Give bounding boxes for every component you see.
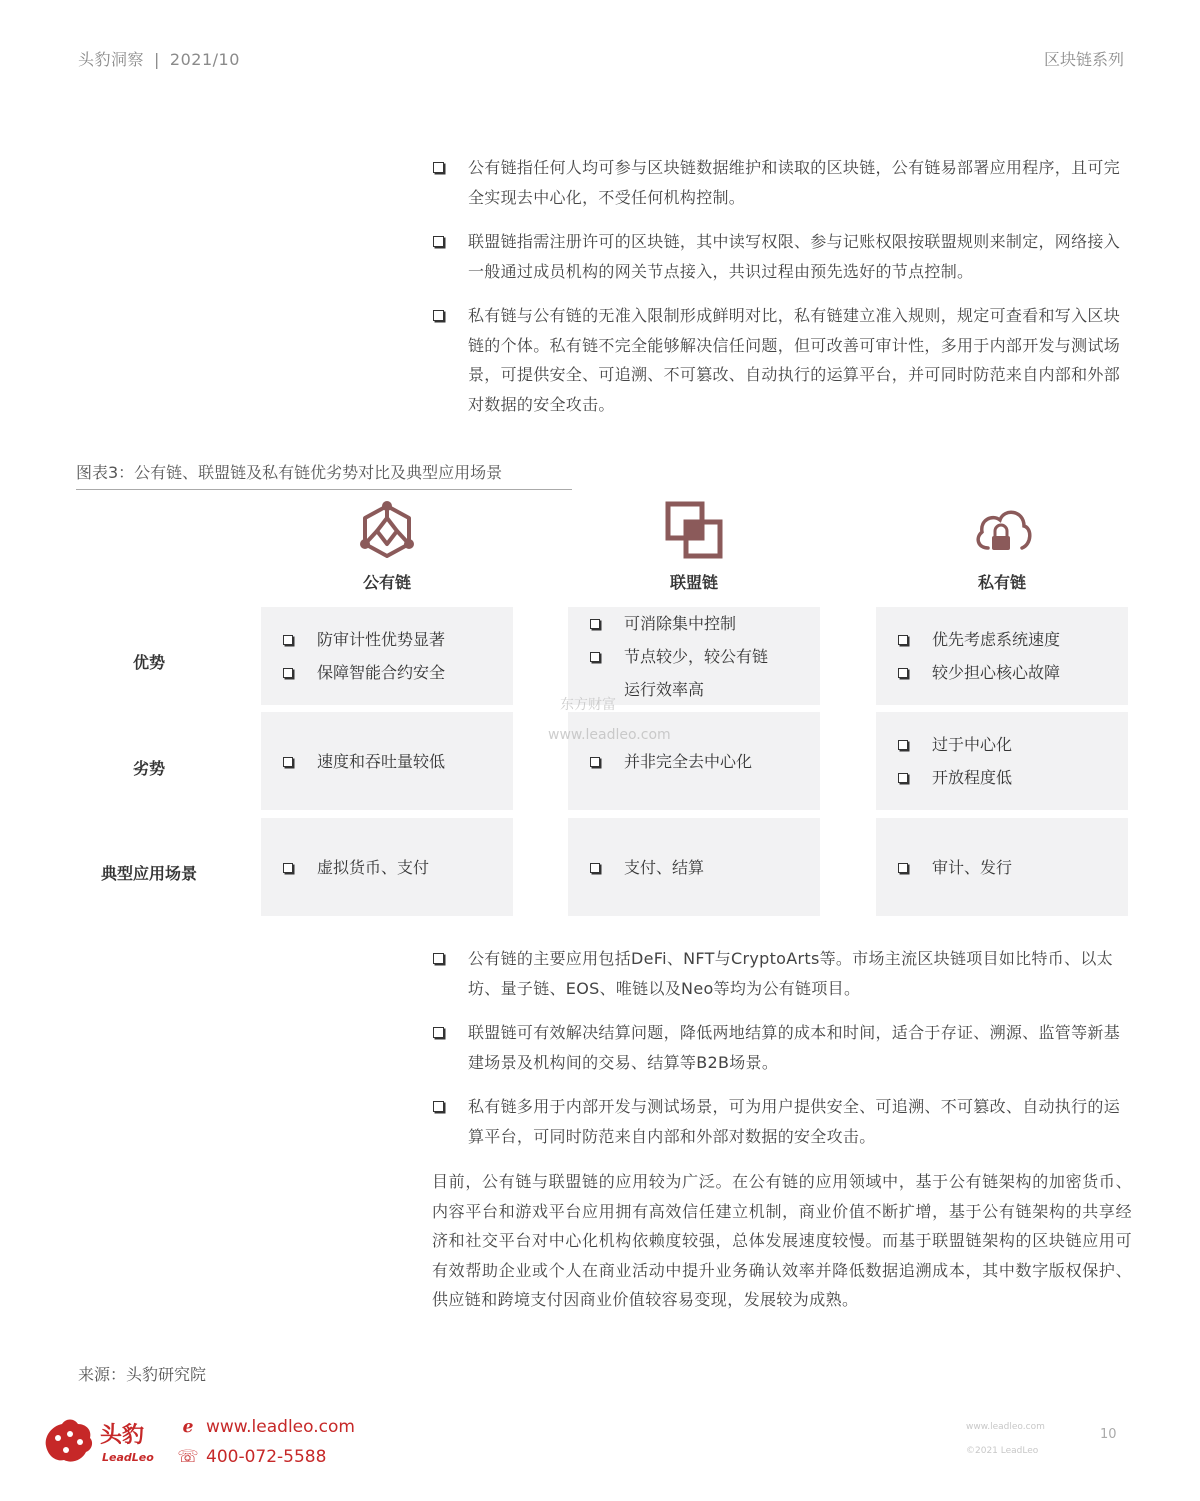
watermark-text: 东方财富 — [560, 697, 616, 713]
checkbox-bullet-icon — [898, 773, 908, 783]
column-label: 私有链 — [977, 573, 1026, 592]
bullet-item — [432, 1092, 1132, 1151]
figure-title: 图表3：公有链、联盟链及私有链优劣势对比及典型应用场景 — [76, 460, 572, 490]
cell-item — [283, 623, 513, 656]
cell-item-text: 虚拟货币、支付 — [317, 857, 430, 877]
row-label-disadvantages: 劣势 — [132, 759, 165, 778]
checkbox-bullet-icon — [898, 740, 908, 750]
bullet-item — [432, 1018, 1132, 1077]
cell-item-text: 审计、发行 — [932, 857, 1013, 877]
checkbox-bullet-icon — [283, 668, 293, 678]
checkbox-bullet-icon — [433, 1101, 444, 1112]
phone-icon: ☏ — [177, 1447, 199, 1467]
cell-item — [590, 640, 820, 673]
checkbox-bullet-icon — [433, 236, 444, 247]
logo-cn-text: 头豹 — [100, 1423, 145, 1448]
column-label: 联盟链 — [669, 573, 718, 592]
cell-item-text: 较少担心核心故障 — [932, 663, 1061, 682]
bullet-text: 联盟链可有效解决结算问题，降低两地结算的成本和时间，适合于存证、溯源、监管等新基建场景及机构间的交易、结算等B2B场景。 — [468, 1023, 1121, 1072]
bullet-text: 联盟链指需注册许可的区块链，其中读写权限、参与记账权限按联盟规则来制定，网络接入一般通过成员机构的网关节点接入，共识过程由预先选好的节点控制。 — [468, 232, 1121, 281]
table-cell — [261, 607, 513, 705]
page-number: 10 — [1100, 1427, 1117, 1442]
leopard-logo-icon — [40, 1412, 168, 1472]
cell-item — [283, 745, 513, 778]
row-label-typical-scenarios: 典型应用场景 — [100, 864, 197, 883]
web-e-icon: ℯ — [182, 1417, 194, 1437]
linked-squares-icon — [664, 500, 724, 562]
watermark-url: www.leadleo.com — [548, 727, 671, 743]
cell-item — [898, 623, 1128, 656]
header-separator: | — [154, 50, 160, 69]
checkbox-bullet-icon — [590, 757, 600, 767]
phone-number[interactable]: 400-072-5588 — [206, 1447, 327, 1467]
bullet-item — [432, 227, 1132, 286]
phone-row[interactable] — [176, 1442, 355, 1472]
bullet-item — [432, 153, 1132, 212]
cell-item-text: 并非完全去中心化 — [624, 751, 753, 771]
cell-item — [898, 656, 1128, 689]
cell-item — [283, 851, 513, 884]
cell-item-continuation — [590, 673, 820, 706]
cell-item-text: 支付、结算 — [624, 857, 705, 877]
page-header-left — [78, 47, 240, 70]
bullet-text: 私有链多用于内部开发与测试场景，可为用户提供安全、可追溯、不可篡改、自动执行的运算平台，可同时防范来自内部和外部对数据的安全攻击。 — [468, 1097, 1121, 1146]
checkbox-bullet-icon — [898, 863, 908, 873]
cell-item — [898, 761, 1128, 794]
checkbox-bullet-icon — [590, 863, 600, 873]
network-cube-icon — [357, 500, 417, 562]
header-date: 2021/10 — [169, 50, 240, 69]
checkbox-bullet-icon — [433, 953, 444, 964]
checkbox-bullet-icon — [898, 635, 908, 645]
column-header-public — [261, 500, 513, 593]
checkbox-bullet-icon — [433, 1027, 444, 1038]
cell-item-text: 优先考虑系统速度 — [932, 630, 1061, 649]
intro-bullet-list — [432, 153, 1132, 434]
detail-bullet-list — [432, 944, 1132, 1166]
table-cell — [261, 712, 513, 810]
cell-item-text: 防审计性优势显著 — [317, 630, 446, 649]
header-series: 区块链系列 — [1043, 50, 1124, 69]
website-row[interactable] — [176, 1412, 355, 1442]
table-cell — [568, 818, 820, 916]
logo-en-text: LeadLeo — [102, 1451, 154, 1464]
cell-item — [590, 745, 820, 778]
footer-small-site: www.leadleo.com — [966, 1422, 1045, 1432]
footer-contact — [176, 1412, 355, 1472]
footer-copyright: ©2021 LeadLeo — [966, 1446, 1039, 1456]
table-cell — [261, 818, 513, 916]
row-label-advantages: 优势 — [132, 653, 165, 672]
bullet-item — [432, 301, 1132, 419]
bullet-text: 公有链指任何人均可参与区块链数据维护和读取的区块链，公有链易部署应用程序，且可完全实现去中心化，不受任何机构控制。 — [468, 158, 1121, 207]
table-cell — [876, 712, 1128, 810]
column-header-consortium — [568, 500, 820, 593]
column-label: 公有链 — [362, 573, 411, 592]
checkbox-bullet-icon — [283, 863, 293, 873]
cell-item-text: 节点较少，较公有链 — [624, 646, 769, 666]
checkbox-bullet-icon — [898, 668, 908, 678]
cell-item — [283, 656, 513, 689]
cell-item — [590, 851, 820, 884]
cell-item-text: 运行效率高 — [624, 679, 705, 699]
cell-item-text: 开放程度低 — [932, 768, 1013, 787]
bullet-item — [432, 944, 1132, 1003]
website-link[interactable]: www.leadleo.com — [206, 1417, 355, 1437]
bullet-text: 公有链的主要应用包括DeFi、NFT与CryptoArts等。市场主流区块链项目如比特币、以太坊、量子链、EOS、唯链以及Neo等均为公有链项目。 — [468, 949, 1113, 998]
checkbox-bullet-icon — [590, 652, 600, 662]
checkbox-bullet-icon — [433, 162, 444, 173]
cell-item-text: 保障智能合约安全 — [317, 663, 446, 682]
cell-item-text: 可消除集中控制 — [624, 613, 737, 633]
checkbox-bullet-icon — [433, 310, 444, 321]
cell-item — [898, 851, 1128, 884]
cell-item-text: 速度和吞吐量较低 — [317, 751, 446, 771]
table-cell — [876, 607, 1128, 705]
table-cell — [876, 818, 1128, 916]
cell-item-text: 过于中心化 — [932, 735, 1013, 754]
cell-item — [590, 607, 820, 640]
table-cell — [568, 607, 820, 705]
checkbox-bullet-icon — [283, 757, 293, 767]
bullet-text: 私有链与公有链的无准入限制形成鲜明对比，私有链建立准入规则，规定可查看和写入区块链的个体。私有链不完全能够解决信任问题，但可改善可审计性，多用于内部开发与测试场景，可提供安全、可追溯、不可篡改、自动执行的运算平台，并可同时防范来自内部和外部对数据的安全攻击。 — [468, 306, 1121, 414]
checkbox-bullet-icon — [283, 635, 293, 645]
cell-item — [898, 728, 1128, 761]
header-brand: 头豹洞察 — [78, 50, 145, 69]
checkbox-bullet-icon — [590, 619, 600, 629]
leadleo-logo — [40, 1412, 168, 1472]
column-header-private — [876, 500, 1128, 593]
summary-paragraph: 目前，公有链与联盟链的应用较为广泛。在公有链的应用领域中，基于公有链架构的加密货币、内容平台和游戏平台应用拥有高效信任建立机制，商业价值不断扩增，基于公有链架构的共享经济和社交平台对中心化机构依赖度较强，总体发展速度较慢。而基于联盟链架构的区块链应用可有效帮助企业或个人在商业活动中提升业务确认效率并降低数据追溯成本，其中数字版权保护、供应链和跨境支付因商业价值较容易变现，发展较为成熟。 — [432, 1172, 1132, 1309]
cloud-lock-icon — [972, 500, 1032, 562]
source-note: 来源：头豹研究院 — [78, 1365, 207, 1384]
